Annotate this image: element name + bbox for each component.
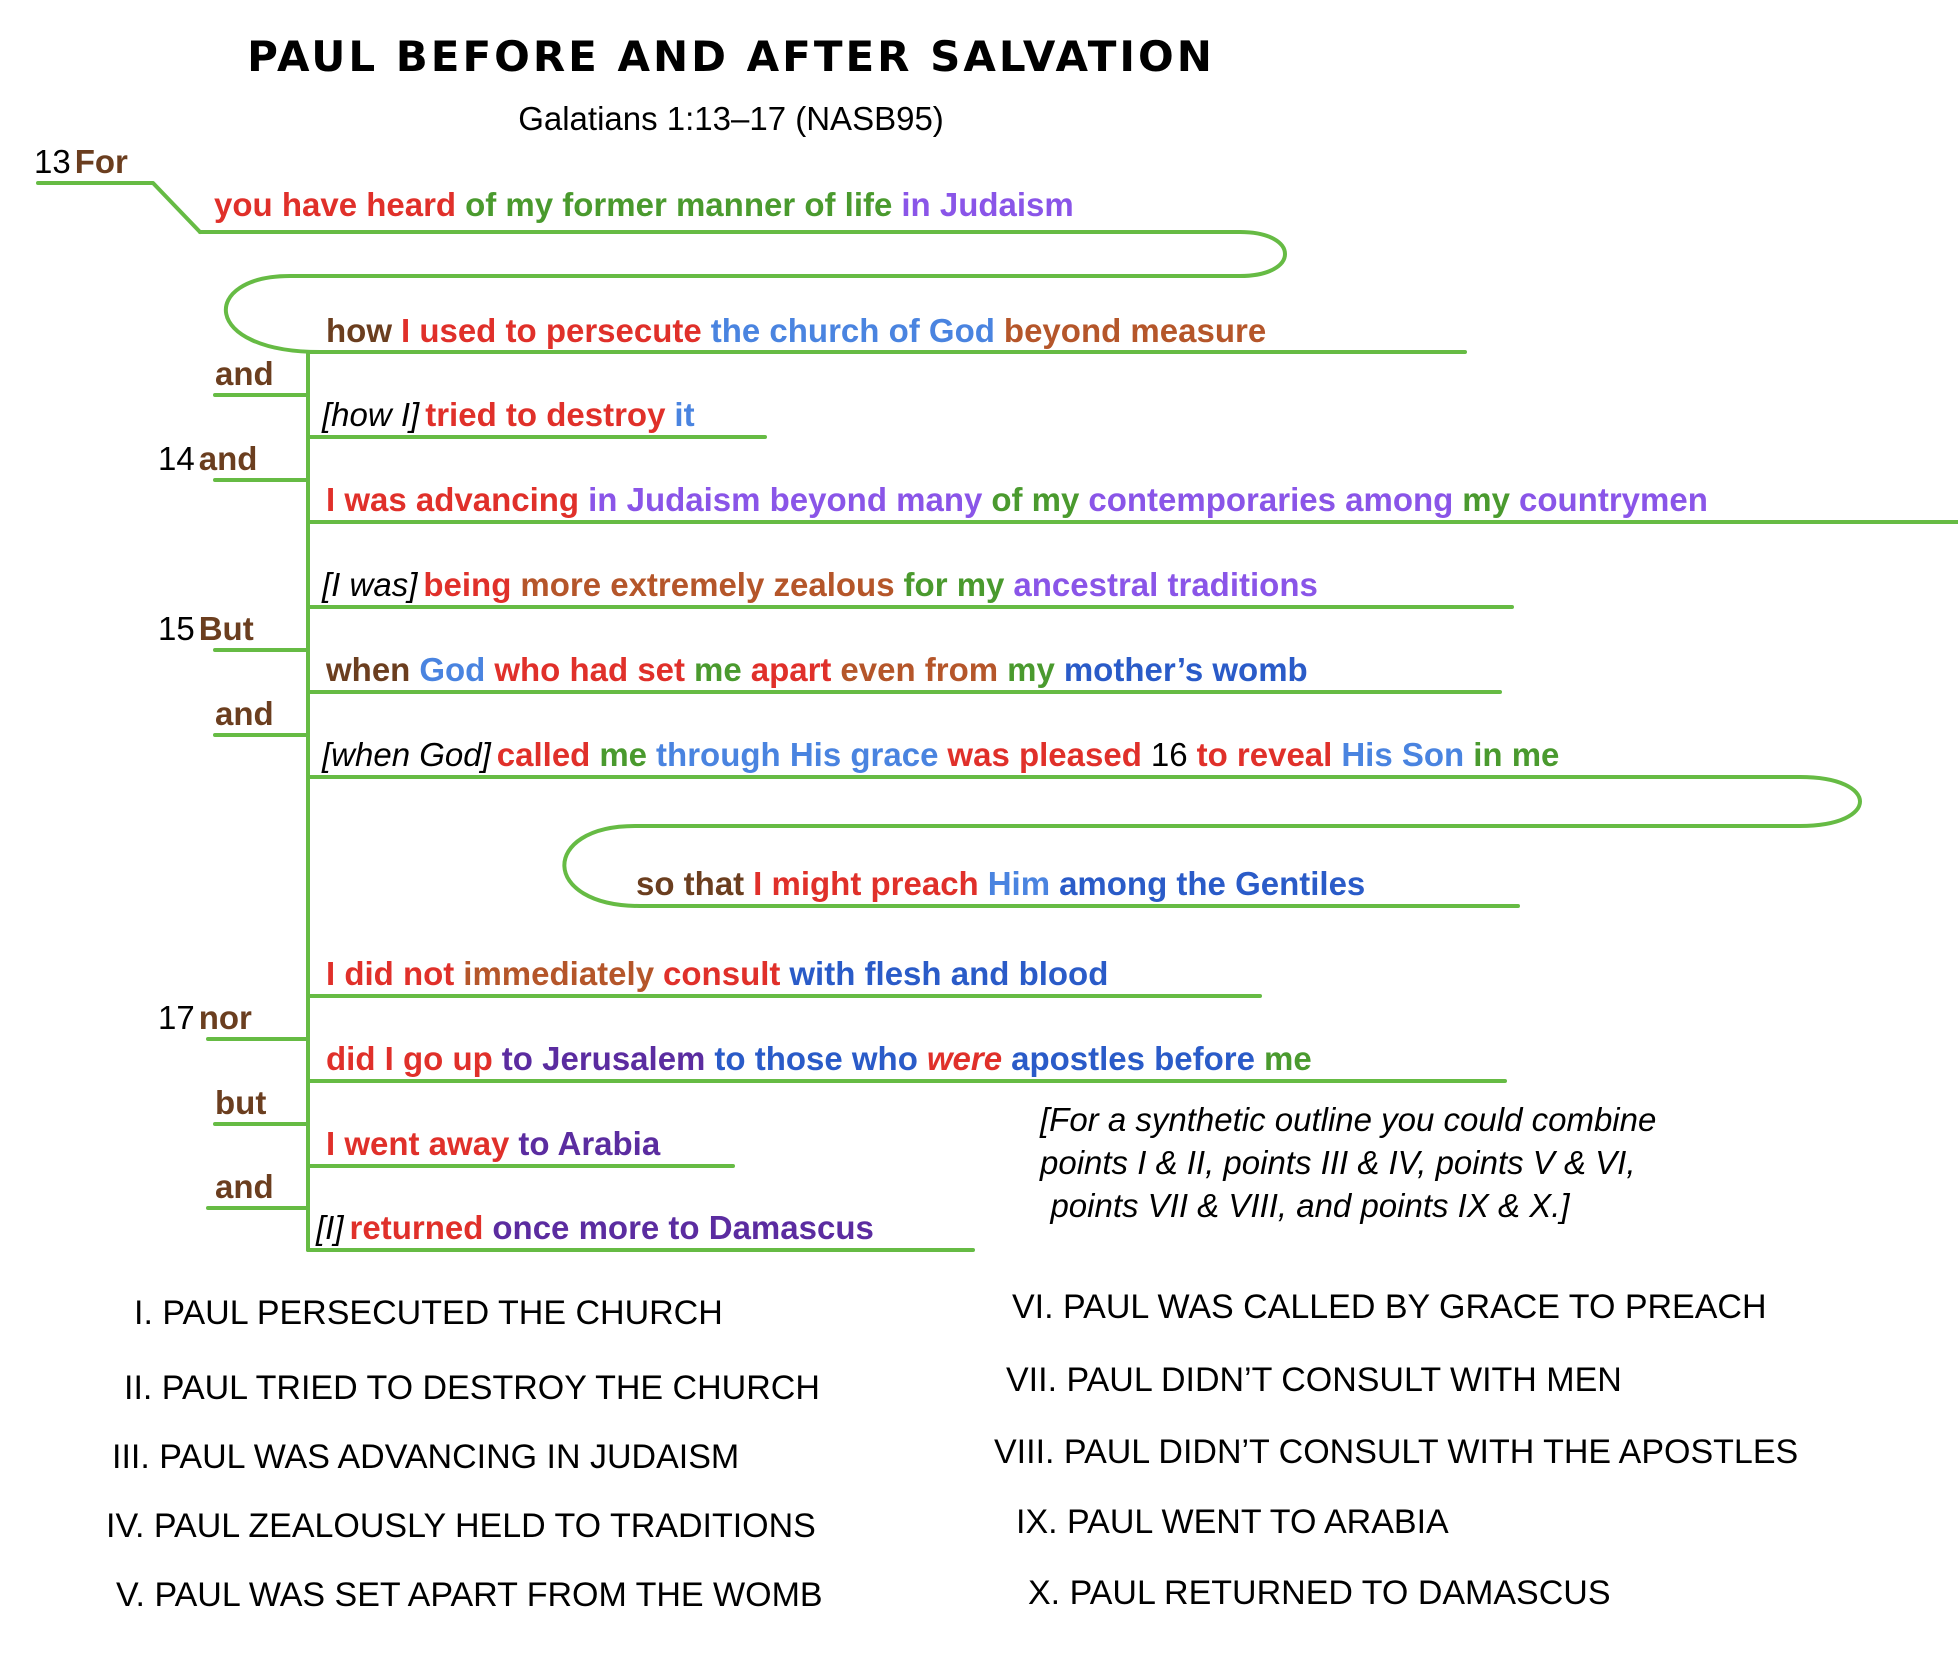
phrase-segment: contemporaries among	[1088, 481, 1454, 518]
phrase-segment: it	[674, 396, 695, 433]
phrase-row-11	[326, 1125, 669, 1163]
phrase-segment: with flesh and blood	[789, 955, 1109, 992]
verse-number: 13	[34, 143, 71, 180]
phrase-segment: was pleased	[947, 736, 1142, 773]
verse-number: 14	[158, 440, 195, 477]
note-line: points I & II, points III & IV, points V & VI,	[1040, 1144, 1636, 1181]
phrase-segment: me	[694, 651, 742, 688]
phrase-segment: my	[1007, 651, 1055, 688]
conjunction-word: but	[215, 1084, 267, 1121]
phrase-segment: called	[496, 736, 591, 773]
phrase-segment: I was advancing	[326, 481, 580, 518]
phrase-segment: His Son	[1341, 736, 1465, 773]
phrase-row-2	[326, 312, 1275, 350]
phrase-segment: me	[599, 736, 648, 773]
outline-point-4: IV. PAUL ZEALOUSLY HELD TO TRADITIONS	[106, 1507, 816, 1545]
phrase-segment: consult	[663, 955, 781, 992]
supplied-words: [how I]	[322, 396, 420, 433]
phrase-segment: being	[423, 566, 512, 603]
phrase-row-6	[326, 651, 1317, 689]
conjunction-word: nor	[198, 999, 252, 1036]
phrase-row-5	[322, 566, 1327, 604]
supplied-words: [I was]	[322, 566, 418, 603]
phrase-segment: through His grace	[656, 736, 939, 773]
conjunction-label-5	[215, 695, 274, 733]
conjunction-word: But	[198, 610, 254, 647]
phrase-segment: apostles before	[1011, 1040, 1256, 1077]
phrase-segment: me	[1264, 1040, 1312, 1077]
phrase-segment: to reveal	[1196, 736, 1333, 773]
page-title: PAUL BEFORE AND AFTER SALVATION	[247, 32, 1215, 81]
conjunction-label-1	[34, 143, 128, 181]
phrase-row-10	[326, 1040, 1321, 1078]
phrase-segment: who had set	[494, 651, 686, 688]
conjunction-label-3	[158, 440, 257, 478]
phrase-segment: my	[1462, 481, 1510, 518]
supplied-words: [when God]	[322, 736, 491, 773]
phrase-row-9	[326, 955, 1117, 993]
phrase-segment: in Judaism	[901, 186, 1074, 223]
outline-point-6: VI. PAUL WAS CALLED BY GRACE TO PREACH	[1012, 1288, 1767, 1326]
phrase-segment: mother’s womb	[1063, 651, 1308, 688]
phrase-segment: even from	[840, 651, 999, 688]
phrase-segment: to those who	[714, 1040, 918, 1077]
phrase-segment: of my	[991, 481, 1080, 518]
outline-point-7: VII. PAUL DIDN’T CONSULT WITH MEN	[1006, 1361, 1622, 1399]
phrase-segment: did I go up	[326, 1040, 493, 1077]
phrase-row-4	[326, 481, 1717, 519]
conjunction-label-6	[158, 999, 252, 1037]
note-line: points VII & VIII, and points IX & X.]	[1050, 1187, 1570, 1224]
phrase-segment: in me	[1473, 736, 1560, 773]
phrase-segment: how	[326, 312, 392, 349]
conjunction-word: and	[215, 355, 274, 392]
conjunction-word: and	[215, 1168, 274, 1205]
phrase-segment: to Jerusalem	[501, 1040, 706, 1077]
phrase-segment: among the Gentiles	[1059, 865, 1366, 902]
phrase-segment: apart	[750, 651, 832, 688]
verse-number: 17	[158, 999, 195, 1036]
conjunction-word: For	[74, 143, 128, 180]
phrase-segment: in Judaism beyond many	[588, 481, 983, 518]
phrase-segment: the church of God	[710, 312, 995, 349]
outline-point-1: I. PAUL PERSECUTED THE CHURCH	[134, 1294, 723, 1332]
supplied-words: [I]	[316, 1209, 344, 1246]
phrase-segment: once more to Damascus	[492, 1209, 874, 1246]
phrase-segment: returned	[349, 1209, 484, 1246]
phrase-segment: Him	[987, 865, 1051, 902]
phrase-segment: I went away	[326, 1125, 510, 1162]
outline-point-9: IX. PAUL WENT TO ARABIA	[1016, 1503, 1449, 1541]
verse-number: 15	[158, 610, 195, 647]
phrase-segment: ancestral traditions	[1013, 566, 1318, 603]
conjunction-label-8	[215, 1168, 274, 1206]
phrase-segment: I used to persecute	[400, 312, 702, 349]
phrase-segment: countrymen	[1519, 481, 1708, 518]
phrase-row-1	[214, 186, 1083, 224]
note-line: [For a synthetic outline you could combine	[1040, 1101, 1657, 1138]
outline-point-3: III. PAUL WAS ADVANCING IN JUDAISM	[112, 1438, 740, 1476]
outline-point-8: VIII. PAUL DIDN’T CONSULT WITH THE APOSTLES	[994, 1433, 1799, 1471]
page-subtitle: Galatians 1:13–17 (NASB95)	[518, 100, 944, 137]
phrase-row-8	[636, 865, 1374, 903]
conjunction-label-4	[158, 610, 254, 648]
conjunction-label-7	[215, 1084, 266, 1122]
phrase-segment: so that	[636, 865, 745, 902]
phrase-segment: more extremely zealous	[520, 566, 895, 603]
phrase-segment: 16	[1150, 736, 1188, 773]
outline-point-10: X. PAUL RETURNED TO DAMASCUS	[1028, 1574, 1611, 1612]
phrase-segment: I might preach	[753, 865, 979, 902]
phrase-segment: tried to destroy	[425, 396, 666, 433]
phrase-segment: to Arabia	[518, 1125, 661, 1162]
phrase-segment: immediately	[463, 955, 655, 992]
conjunction-label-2	[215, 355, 274, 393]
conjunction-word: and	[198, 440, 258, 477]
phrase-segment: I did not	[326, 955, 455, 992]
phrase-segment: you have heard	[214, 186, 457, 223]
outline-point-5: V. PAUL WAS SET APART FROM THE WOMB	[116, 1576, 823, 1614]
phrase-segment: for my	[903, 566, 1005, 603]
connector-line-for	[38, 183, 200, 232]
phrase-row-12	[316, 1209, 883, 1247]
phrase-row-3	[322, 396, 704, 434]
phrase-segment: when	[326, 651, 411, 688]
phrase-segment: were	[926, 1040, 1003, 1077]
synthetic-outline-note	[1040, 1098, 1657, 1227]
conjunction-word: and	[215, 695, 274, 732]
phrase-segment: God	[419, 651, 486, 688]
phrase-segment: beyond measure	[1003, 312, 1267, 349]
outline-point-2: II. PAUL TRIED TO DESTROY THE CHURCH	[124, 1369, 820, 1407]
phrase-row-7	[322, 736, 1568, 774]
phrase-segment: of my former manner of life	[465, 186, 893, 223]
